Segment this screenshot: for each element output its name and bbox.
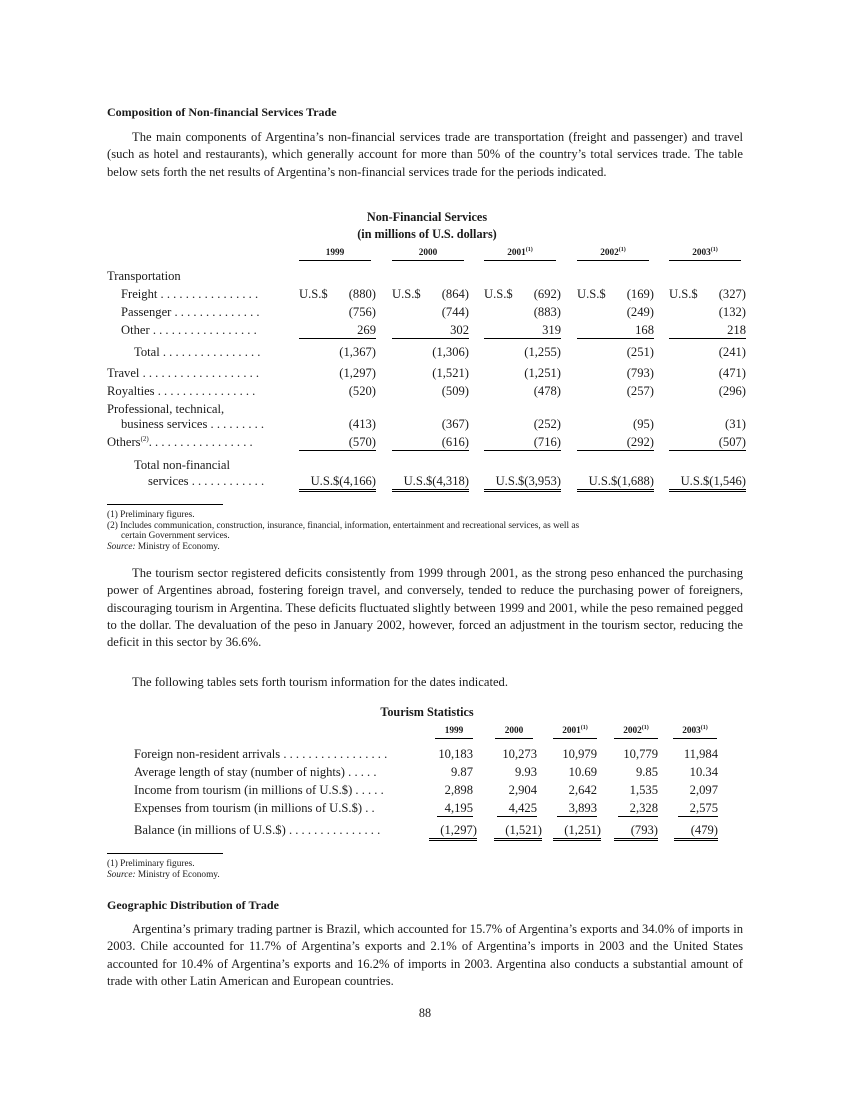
table2-row-balance: Balance (in millions of U.S.$) . . . . . . . . . . . . . . . (1,297) (1,521) (1,251) (793) (479) (107, 823, 747, 841)
table1-col-2003: 2003$^{(1)}$ (669, 247, 741, 261)
table1-col-2001: 2001$^{(1)}$ (484, 247, 556, 261)
table1-row-professional-label: Professional, technical, (107, 402, 225, 416)
table1-col-2000: 2000 (392, 247, 464, 261)
footnote-rule (107, 504, 223, 505)
table1-row-other: Other . . . . . . . . . . . . . . . . . 269 302 319 168 218 (121, 323, 746, 337)
table1-row-transportation: Transportation (107, 269, 181, 283)
footnote-2: (2) Includes communication, construction, insurance, financial, information, entertainment and recreational services, as well as (107, 520, 580, 531)
table1-subtitle: (in millions of U.S. dollars) (357, 227, 497, 241)
table1-row-passenger: Passenger . . . . . . . . . . . . . . (756) (744) (883) (249) (132) (121, 305, 746, 319)
footnote-1: (1) Preliminary figures. (107, 510, 195, 520)
table1-row-travel: Travel . . . . . . . . . . . . . . . . . . . (1,297) (1,521) (1,251) (793) (471) (107, 366, 746, 380)
table1-title: Non-Financial Services (366, 210, 488, 224)
table2-row: Foreign non-resident arrivals . . . . . . . . . . . . . . . . . 10,183 10,273 10,979 10,779 11,984 (134, 747, 718, 761)
geographic-paragraph: Argentina’s primary trading partner is Brazil, which accounted for 15.7% of Argentina’s exports and 34.0% of imports in 2003. Chile accounted for 11.7% of Argentina’s exports and 2.1% of Argentina’s imports in 2003 and the United States accounted for 10.4% of Argentina’s exports and 16.2% of imports in 2003. Argentina also conducts a substantial amount of trade with other Latin American and European countries. (107, 922, 743, 988)
table2-row: Income from tourism (in millions of U.S.$) . . . . . 2,898 2,904 2,642 1,535 2,097 (134, 783, 718, 797)
table1-row-total: Total . . . . . . . . . . . . . . . . (1,367) (1,306) (1,255) (251) (241) (134, 345, 746, 359)
intro-paragraph: The main components of Argentina’s non-financial services trade are transportation (freight and passenger) and travel (such as hotel and restaurants), which generally account for more than 50% of the country’s total services trade. The table below sets forth the net results of Argentina’s non-financial services trade for the periods indicated. (107, 130, 743, 179)
table1-row-others: Others$^{(2)}$. . . . . . . . . . . . . . . . . (570) (616) (716) (292) (507) (107, 435, 746, 449)
footnote-2-cont: certain Government services. (121, 531, 230, 542)
table1-row-professional: business services . . . . . . . . . (413) (367) (252) (95) (31) (121, 417, 746, 431)
table2-col-2002: 2002$^{(1)}$ (614, 725, 658, 739)
table1-source: Source: Ministry of Economy. (107, 541, 220, 552)
table1-col-2002: 2002$^{(1)}$ (577, 247, 649, 261)
table2-row: Average length of stay (number of nights) . . . . . 9.87 9.93 10.69 9.85 10.34 (134, 765, 718, 779)
table2-title: Tourism Statistics (380, 705, 474, 719)
table1-row-freight: Freight . . . . . . . . . . . . . . . . U.S.$ (880) U.S.$ (864) U.S.$ (692) U.S.$ (169) U.S.$ (327) (121, 287, 746, 301)
section-heading-geographic: Geographic Distribution of Trade (107, 898, 279, 912)
tourism-paragraph: The tourism sector registered deficits consistently from 1999 through 2001, as the strong peso enhanced the purchasing power of Argentines abroad, fostering foreign travel, and conversely, tended to reduce the purchasing power of foreigners, discouraging tourism in Argentina. These deficits fluctuated slightly between 1999 and 2001, while the peso remained pegged to the dollar. The devaluation of the peso in January 2002, however, forced an adjustment in the tourism sector, reducing the deficit in this sector by 36.6%. (107, 566, 743, 650)
table2-col-2003: 2003$^{(1)}$ (673, 725, 717, 739)
table1-row-grand-total: services . . . . . . . . . . . . U.S.$(4,166) U.S.$(4,318) U.S.$(3,953) U.S.$(1,688) U.S.$(1,546) (107, 474, 747, 492)
tourism-intro-paragraph: The following tables sets forth tourism information for the dates indicated. (132, 675, 508, 689)
page-number: 88 (418, 1006, 432, 1020)
table2-col-2000: 2000 (495, 725, 533, 739)
table2-source: Source: Ministry of Economy. (107, 869, 220, 880)
table1-row-grand-total-label: Total non-financial (134, 458, 230, 472)
table2-row: Expenses from tourism (in millions of U.S.$) . . 4,195 4,425 3,893 2,328 2,575 (134, 801, 718, 815)
footnote-rule (107, 853, 223, 854)
table1-footnotes (107, 510, 747, 552)
table1-row-royalties: Royalties . . . . . . . . . . . . . . . . (520) (509) (478) (257) (296) (107, 384, 746, 398)
table1-col-1999: 1999 (299, 247, 371, 261)
table2-col-1999: 1999 (435, 725, 473, 739)
table2-footnotes (107, 859, 747, 880)
section-heading-composition: Composition of Non-financial Services Trade (107, 105, 337, 119)
table2-footnote-1: (1) Preliminary figures. (107, 859, 195, 869)
table2-col-2001: 2001$^{(1)}$ (553, 725, 597, 739)
